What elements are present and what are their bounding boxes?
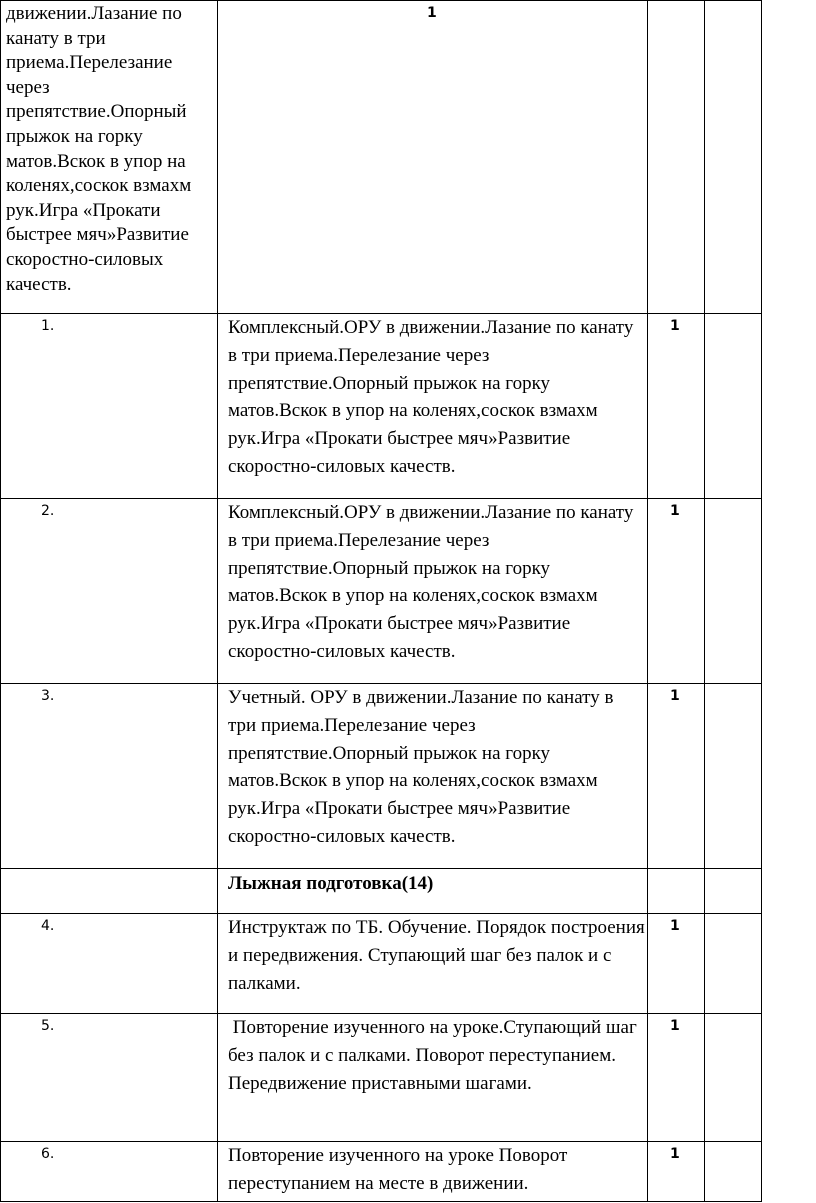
lesson-description: движении.Лазание по канату в три приема.Перелезание через препятствие.Опорный прыжок на горку матов.Вскок в упор на коленях,соскок взмахм рук.Игра «Прокати быстрее мяч»Развитие скоростно-силовых качеств.	[6, 3, 192, 295]
lesson-description: Учетный. ОРУ в движении.Лазание по канату в три приема.Перелезание через препятствие.Опорный прыжок на горку матов.Вскок в упор на коленях,соскок взмахм рук.Игра «Прокати быстрее мяч»Развитие скоростно-силовых качеств.	[228, 687, 614, 847]
lesson-hours: 1	[670, 503, 680, 519]
lesson-hours: 1	[427, 5, 437, 21]
lesson-description: Комплексный.ОРУ в движении.Лазание по канату в три приема.Перелезание через препятствие.Опорный прыжок на горку матов.Вскок в упор на коленях,соскок взмахм рук.Игра «Прокати быстрее мяч»Развитие скоростно-силовых качеств.	[228, 502, 634, 662]
lesson-description: Повторение изученного на уроке.Ступающий шаг без палок и с палками. Поворот переступанием. Передвижение приставными шагами.	[228, 1017, 642, 1094]
column-divider	[647, 0, 648, 1202]
lesson-number: 1.	[41, 318, 55, 334]
section-title: Лыжная подготовка(14)	[228, 873, 434, 894]
lesson-number: 6.	[41, 1146, 55, 1162]
column-divider	[704, 0, 705, 1202]
column-divider	[217, 0, 218, 1202]
lesson-number: 4.	[41, 918, 55, 934]
lesson-description: Комплексный.ОРУ в движении.Лазание по канату в три приема.Перелезание через препятствие.Опорный прыжок на горку матов.Вскок в упор на коленях,соскок взмахм рук.Игра «Прокати быстрее мяч»Развитие скоростно-силовых качеств.	[228, 317, 634, 477]
lesson-hours: 1	[670, 1018, 680, 1034]
column-divider	[0, 0, 1, 1202]
lesson-description: Инструктаж по ТБ. Обучение. Порядок построения и передвижения. Ступающий шаг без палок и с палками.	[228, 917, 645, 994]
lesson-hours: 1	[670, 918, 680, 934]
lesson-hours: 1	[670, 1146, 680, 1162]
lesson-number: 2.	[41, 503, 55, 519]
column-divider	[761, 0, 762, 1202]
lesson-hours: 1	[670, 688, 680, 704]
lesson-number: 5.	[41, 1018, 55, 1034]
lesson-description: Повторение изученного на уроке Поворот переступанием на месте в движении.	[228, 1145, 568, 1194]
lesson-hours: 1	[670, 318, 680, 334]
lesson-number: 3.	[41, 688, 55, 704]
